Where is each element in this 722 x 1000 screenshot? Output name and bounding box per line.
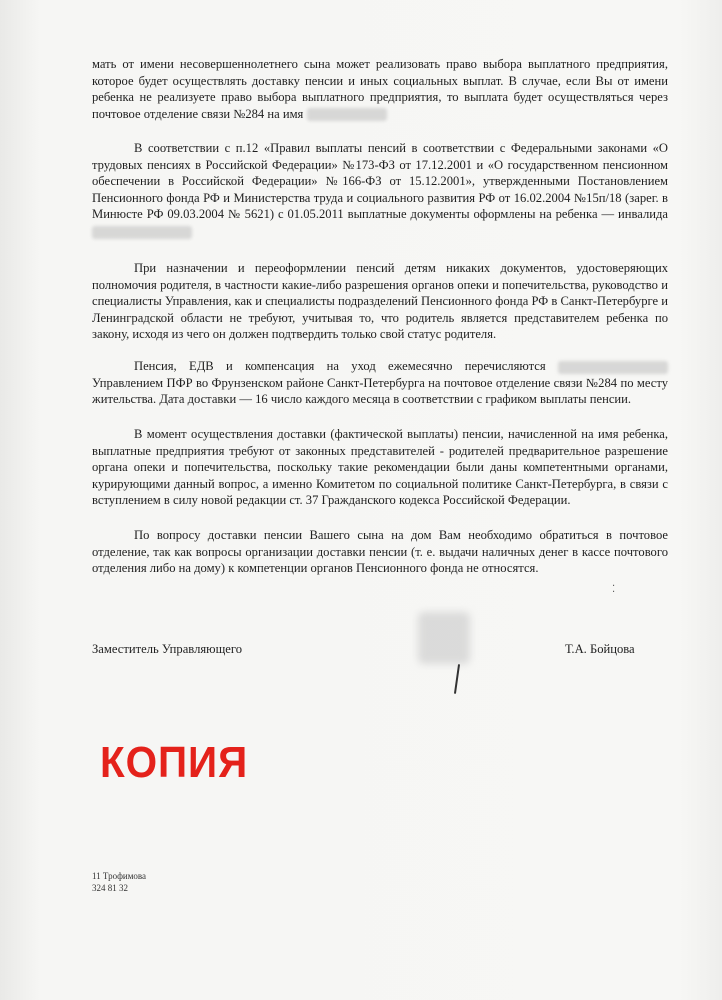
signatory-position: Заместитель Управляющего [92,642,243,656]
paragraph-4-text-a: Пенсия, ЕДВ и компенсация на уход ежемесячно перечисляются [134,359,546,373]
executor-phone: 324 81 32 [92,883,128,893]
copy-stamp: КОПИЯ [100,738,249,787]
signature-stroke [454,664,460,694]
paragraph-1 [92,56,668,122]
redacted-signature [418,612,470,664]
paragraph-2-text: В соответствии с п.12 «Правил выплаты пенсий в соответствии с Федеральными законами «О трудовых пенсиях в Российской Федерации» №173-ФЗ от 17.12.2001 и «О государственном пенсионном обеспечении в Российской Федерации» №166-ФЗ от 15.12.2001», утвержденными Постановлением Пенсионного фонда РФ и Министерства труда и социального развития РФ от 16.02.2004 №15п/18 (зарег. в Минюсте РФ 09.03.2004 № 5621) с 01.05.2011 выплатные документы оформлены на ребенка — инвалида [92,141,668,222]
executor-name: 11 Трофимова [92,871,147,881]
paragraph-5: В момент осуществления доставки (фактической выплаты) пенсии, начисленной на имя ребенка, выплатные предприятия требуют от законных представителей - родителей предварительное разрешение органа опеки и попечительства, поскольку такие рекомендации были даны компетентными органами, курирующими данный вопрос, а именно Комитетом по социальной политике Санкт-Петербурга, в связи с вступлением в силу новой редакции ст. 37 Гражданского кодекса Российской Федерации. [92,427,668,508]
paragraph-2 [92,140,668,240]
paragraph-4-text-b: Управлением ПФР во Фрунзенском районе Санкт-Петербурга на почтовое отделение связи №284 по месту жительства. Дата доставки — 16 число каждого месяца в соответствии с графиком выплаты пенсии. [92,375,668,407]
paragraph-6: По вопросу доставки пенсии Вашего сына на дом Вам необходимо обратиться в почтовое отделение, так как вопросы организации доставки пенсии (т. е. выдачи наличных денег в кассе почтового отделения либо на дому) к компетенции органов Пенсионного фонда не относятся. [92,528,668,576]
paragraph-3: При назначении и переоформлении пенсий детям никаких документов, удостоверяющих полномочия родителя, в частности какие-либо разрешения органов опеки и попечительства, руководство и специалисты Управления, как и специалисты подразделений Пенсионного фонда РФ в Санкт-Петербурге и Ленинградской области не требуют, учитывая то, что родитель является представителем ребенка по закону, исходя из чего он должен подтвердить только свой статус родителя. [92,261,668,342]
redacted-recipient [558,361,668,374]
redacted-child-name [92,226,192,239]
scan-speck: ⁚ [612,584,616,595]
paragraph-1-text: мать от имени несовершеннолетнего сына может реализовать право выбора выплатного предприятия, которое будет осуществлять доставку пенсии и иных социальных выплат. В случае, если Вы от имени ребенка не реализуете право выбора выплатного предприятия, то выплата будет осуществляться через почтовое отделение связи №284 на имя [92,57,668,121]
redacted-name [307,108,387,121]
signatory-name: Т.А. Бойцова [565,642,635,656]
paragraph-4 [92,358,668,408]
